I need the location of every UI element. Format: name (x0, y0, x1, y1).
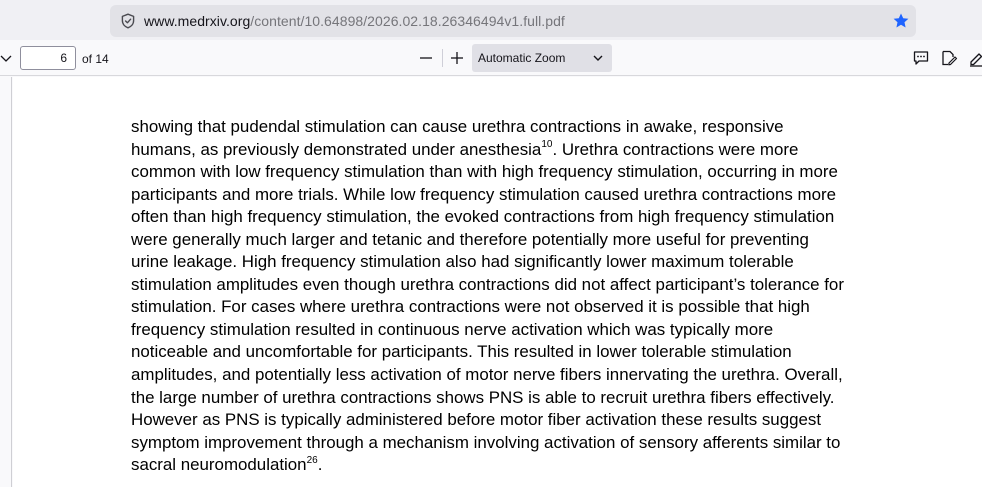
text-segment: showing that pudendal stimulation can cause urethra contractions in awake, responsive (131, 117, 784, 136)
page-gutter (0, 77, 12, 487)
text-line (131, 251, 921, 274)
url-host: www.medrxiv.org (144, 13, 251, 29)
address-bar-strip (0, 0, 982, 40)
text-line (131, 364, 921, 387)
text-segment: symptom improvement through a mechanism involving activation of sensory afferents similar to (131, 432, 841, 452)
text-line (131, 454, 921, 477)
star-icon[interactable] (892, 12, 910, 30)
text-line (131, 387, 921, 410)
text-line (131, 229, 921, 252)
chevron-down-icon (592, 53, 604, 63)
text-line (131, 116, 921, 139)
text-line (131, 161, 921, 184)
text-segment: noticeable and uncomfortable for participants. This resulted in lower tolerable stimulation (131, 342, 792, 362)
shield-icon[interactable] (120, 13, 136, 29)
text-line (131, 206, 921, 229)
text-line (131, 409, 921, 432)
text-segment: However as PNS is typically administered before motor fiber activation these results suggest (131, 410, 822, 430)
text-line (131, 432, 921, 455)
text-segment: common with low frequency stimulation than with high frequency stimulation, occurring in more (131, 162, 838, 182)
text-segment: sacral neuromodulation (131, 455, 307, 475)
zoom-out-icon[interactable] (417, 49, 435, 67)
citation-superscript: 10 (541, 138, 553, 150)
pdf-page (13, 77, 982, 487)
text-line (131, 341, 921, 364)
text-line (131, 139, 921, 162)
text-segment: amplitudes, and potentially less activation of motor nerve fibers innervating the urethra. Overall, (131, 365, 843, 385)
text-segment: frequency stimulation resulted in continuous nerve activation which was typically more (131, 319, 774, 339)
text-line (131, 296, 921, 319)
page-count: of 14 (82, 52, 109, 66)
text-segment: stimulation. For cases where urethra contractions were not observed it is possible that high (131, 297, 810, 317)
text-segment: the large number of urethra contractions shows PNS is able to recruit urethra fibers effectively. (131, 387, 835, 407)
body-paragraph (131, 116, 921, 477)
text-line (131, 274, 921, 297)
highlight-icon[interactable] (968, 49, 982, 67)
url-path: /content/10.64898/2026.02.18.26346494v1.full.pdf (250, 13, 565, 29)
comment-icon[interactable] (912, 49, 930, 67)
text-segment: participants and more trials. While low frequency stimulation caused urethra contractions more (131, 184, 837, 204)
text-segment: were generally much larger and tetanic and therefore potentially more useful for preventing (131, 229, 809, 249)
text-segment: often than high frequency stimulation, the evoked contractions from high frequency stimulation (131, 207, 835, 227)
url-text[interactable] (144, 13, 565, 29)
zoom-select[interactable] (472, 44, 612, 72)
citation-superscript: 26 (306, 454, 318, 466)
text-segment: urine leakage. High frequency stimulation also had significantly lower maximum tolerable (131, 252, 794, 272)
zoom-select-value: Automatic Zoom (478, 51, 566, 65)
address-bar[interactable] (110, 5, 916, 37)
pdf-toolbar (0, 40, 982, 76)
zoom-in-icon[interactable] (448, 49, 466, 67)
text-segment: stimulation amplitudes even though urethra contractions did not affect participant’s tolerance for (131, 274, 844, 294)
text-line (131, 319, 921, 342)
text-line (131, 184, 921, 207)
signature-icon[interactable] (940, 49, 958, 67)
text-segment: . Urethra contractions were more (552, 139, 799, 159)
page-number-input[interactable]: 6 (20, 46, 76, 70)
chevron-down-icon[interactable] (0, 52, 12, 64)
text-segment: . (317, 455, 323, 475)
pdf-viewer[interactable] (0, 77, 982, 487)
zoom-divider (442, 49, 443, 67)
text-segment: humans, as previously demonstrated under anesthesia (131, 139, 542, 159)
